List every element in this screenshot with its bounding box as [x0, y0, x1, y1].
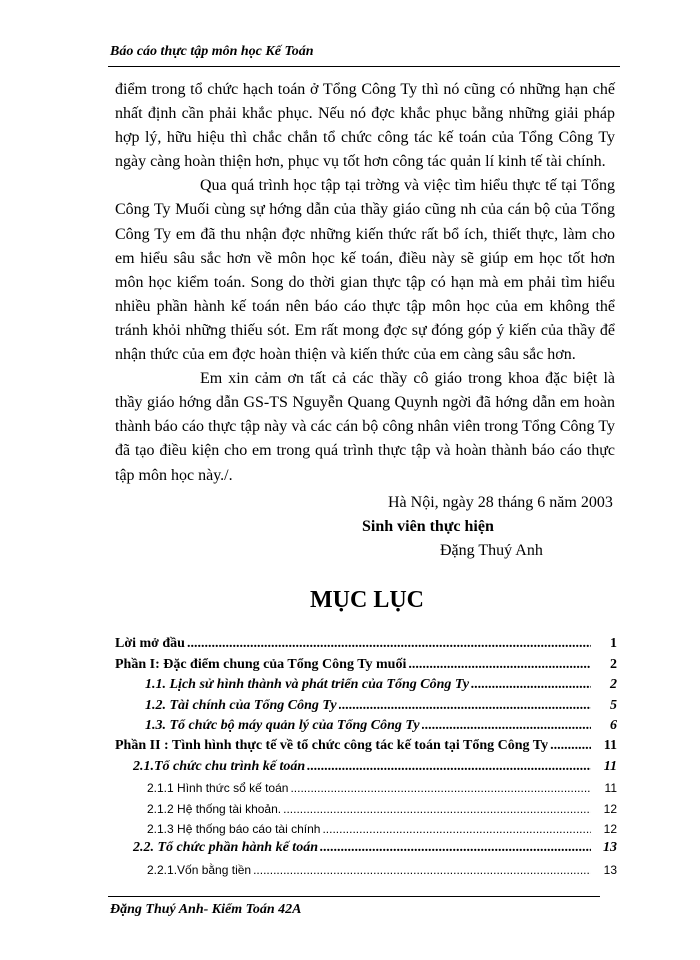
toc-entry-label: 2.1.1 Hình thức sổ kế toán — [147, 781, 289, 796]
toc-entry[interactable] — [115, 836, 617, 856]
toc-entry[interactable] — [115, 673, 617, 693]
paragraph-2: Qua quá trình học tập tại trờng và việc tìm hiểu thực tế tại Tổng Công Ty Muối cùng sự hớng dẫn của thầy giáo cũng nh của cán bộ của Tổng Công Ty em đã thu nhận đợc những kiến thức rất bổ ích, thiết thực, làm cho em hiểu sâu sắc hơn về môn học kế toán, điều này sẽ giúp em học tốt hơn môn học kiểm toán. Song do thời gian thực tập có hạn mà em phải tìm hiểu nhiều phần hành kế toán nên báo cáo thực tập môn học của em không thể tránh khỏi những thiếu sót. Em rất mong đợc sự đóng góp ý kiến của thầy để nhận thức của em đợc hoàn thiện và kiến thức của em càng sâu sắc hơn. — [115, 177, 615, 364]
toc-entry-page: 11 — [603, 758, 617, 774]
toc-entry-label: Lời mở đầu — [115, 636, 185, 652]
toc-entry-page: 11 — [604, 781, 617, 796]
toc-entry[interactable] — [115, 856, 617, 876]
toc-entry[interactable] — [115, 714, 617, 734]
toc-entry-page: 2 — [610, 656, 617, 672]
toc-entry-page: 5 — [610, 697, 617, 713]
toc-entry-label: 1.2. Tài chính của Tổng Công Ty — [145, 697, 337, 713]
toc-entry-label: 1.1. Lịch sử hình thành và phát triển của Tổng Công Ty — [145, 677, 470, 693]
toc-entry-page: 12 — [603, 801, 617, 816]
toc-leader-dots — [290, 781, 591, 795]
toc-entry[interactable] — [115, 775, 617, 795]
toc-entry-label: 2.2.1.Vốn bằng tiền — [147, 862, 252, 877]
toc-leader-dots — [307, 759, 591, 775]
running-header: Báo cáo thực tập môn học Kế Toán — [110, 44, 314, 59]
toc-entry-page: 11 — [603, 738, 617, 754]
toc-entry-page: 12 — [603, 821, 617, 836]
toc-leader-dots — [550, 738, 591, 754]
toc-entry[interactable] — [115, 632, 617, 652]
toc-entry[interactable] — [115, 693, 617, 713]
signature-role: Sinh viên thực hiện — [362, 518, 494, 535]
toc-entry-page: 1 — [610, 636, 617, 652]
toc-leader-dots — [187, 636, 591, 652]
toc-entry-label: 2.2. Tổ chức phần hành kế toán — [133, 840, 318, 856]
toc-entry-page: 2 — [610, 677, 617, 693]
toc-leader-dots — [408, 657, 591, 673]
toc-entry-label: 2.1.3 Hệ thống báo cáo tài chính — [147, 821, 321, 836]
toc-entry[interactable] — [115, 816, 617, 836]
toc-leader-dots — [320, 840, 591, 856]
signature-name: Đặng Thuý Anh — [440, 542, 543, 559]
toc-entry-label: Phần II : Tình hình thực tế về tổ chức công tác kế toán tại Tổng Công Ty — [115, 738, 549, 754]
toc-entry-page: 13 — [603, 862, 617, 877]
toc-entry-label: 2.1.2 Hệ thống tài khoản. — [147, 801, 282, 816]
toc-entry[interactable] — [115, 734, 617, 754]
table-of-contents — [115, 632, 617, 877]
toc-leader-dots — [322, 822, 591, 836]
toc-entry[interactable] — [115, 795, 617, 815]
toc-entry-label: 2.1.Tổ chức chu trình kế toán — [133, 758, 306, 774]
toc-entry-label: 1.3. Tổ chức bộ máy quản lý của Tổng Công Ty — [145, 717, 420, 733]
toc-leader-dots — [339, 698, 591, 714]
paragraph-1: điểm trong tổ chức hạch toán ở Tổng Công Ty thì nó cũng có những hạn chế nhất định cần phải khắc phục. Nếu nó đợc khắc phục bằng những giải pháp hợp lý, hữu hiệu thì chắc chắn tổ chức công tác kế toán của Tổng Công Ty ngày càng hoàn thiện hơn, phục vụ tốt hơn công tác quản lí kinh tế tài chính. — [115, 81, 615, 171]
toc-leader-dots — [422, 718, 591, 734]
toc-entry-label: Phần I: Đặc điểm chung của Tổng Công Ty muối — [115, 656, 407, 672]
toc-leader-dots — [471, 677, 591, 693]
toc-entry[interactable] — [115, 754, 617, 774]
toc-entry-page: 6 — [610, 717, 617, 733]
footer-rule — [108, 896, 600, 897]
toc-title: MỤC LỤC — [310, 587, 424, 613]
toc-entry-page: 13 — [603, 840, 617, 856]
paragraph-3: Em xin cảm ơn tất cả các thầy cô giáo trong khoa đặc biệt là thầy giáo hớng dẫn GS-TS Nguyễn Quang Quynh ngời đã hớng dẫn em hoàn thành báo cáo thực tập này và các cán bộ công nhân viên trong Tổng Công Ty đã tạo điều kiện cho em trong quá trình thực tập và hoàn thành báo cáo thực tập môn học này./. — [115, 370, 615, 484]
toc-leader-dots — [283, 802, 591, 816]
toc-entry[interactable] — [115, 652, 617, 672]
signature-date: Hà Nội, ngày 28 tháng 6 năm 2003 — [388, 494, 613, 511]
running-footer: Đặng Thuý Anh- Kiểm Toán 42A — [110, 902, 302, 917]
toc-leader-dots — [253, 863, 591, 877]
body-text — [115, 78, 615, 488]
header-rule — [108, 66, 620, 67]
